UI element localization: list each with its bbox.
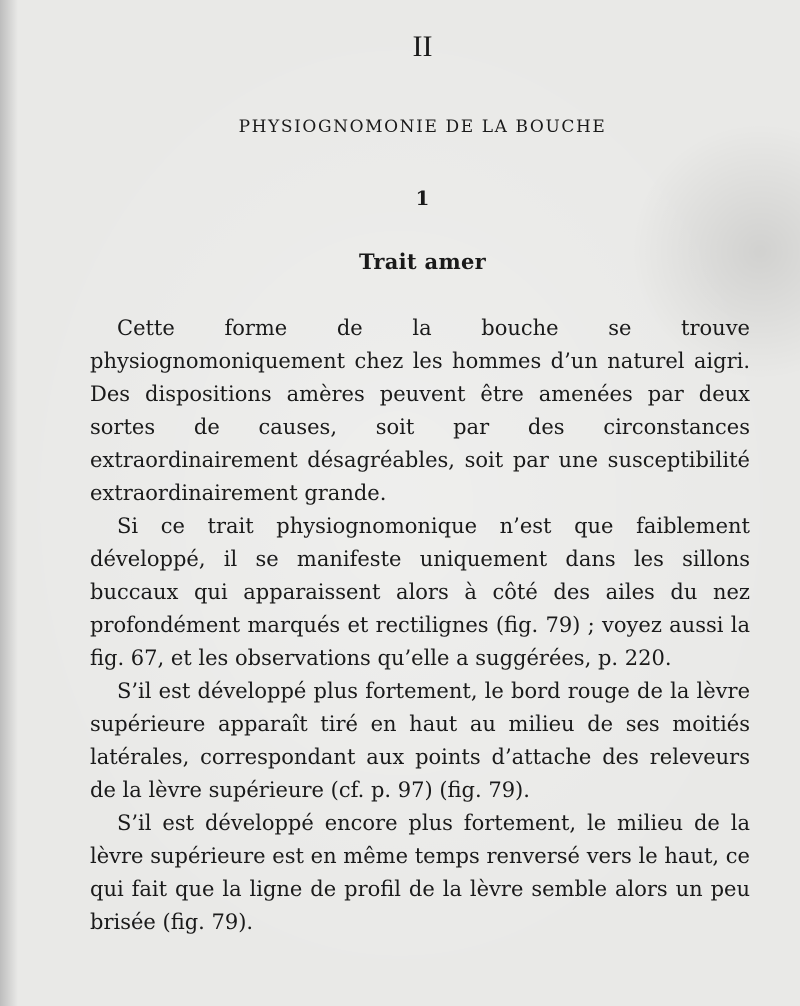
paragraph-1: Cette forme de la bouche se trouve physiognomoniquement chez les hommes d’un naturel aigri. Des dispositions amères peuvent être amenées par deux sortes de causes, soit par des circonstances extraordinairement désagréables, soit par une susceptibilité extraordinairement grande.: [90, 316, 750, 505]
paragraph-2: Si ce trait physiognomonique n’est que faiblement développé, il se manifeste uniquement dans les sillons buccaux qui apparaissent alors à côté des ailes du nez profondément marqués et rectilignes (fig. 79) ; voyez aussi la fig. 67, et les observations qu’elle a suggérées, p. 220.: [90, 514, 750, 670]
paragraph-3: S’il est développé plus fortement, le bord rouge de la lèvre supérieure apparaît tiré en haut au milieu de ses moitiés latérales, correspondant aux points d’attache des releveurs de la lèvre supérieure (cf. p. 97) (fig. 79).: [90, 679, 750, 802]
paragraph-4: S’il est développé encore plus fortement, le milieu de la lèvre supérieure est en même temps renversé vers le haut, ce qui fait que la ligne de profil de la lèvre semble alors un peu brisée (fig. 79).: [90, 811, 750, 934]
page-binding-shadow: [0, 0, 18, 1006]
chapter-title: PHYSIOGNOMONIE DE LA BOUCHE: [238, 117, 607, 137]
chapter-number: II: [412, 30, 433, 63]
body-text: [90, 312, 750, 939]
section-title: Trait amer: [358, 249, 486, 274]
section-number: 1: [415, 186, 430, 210]
